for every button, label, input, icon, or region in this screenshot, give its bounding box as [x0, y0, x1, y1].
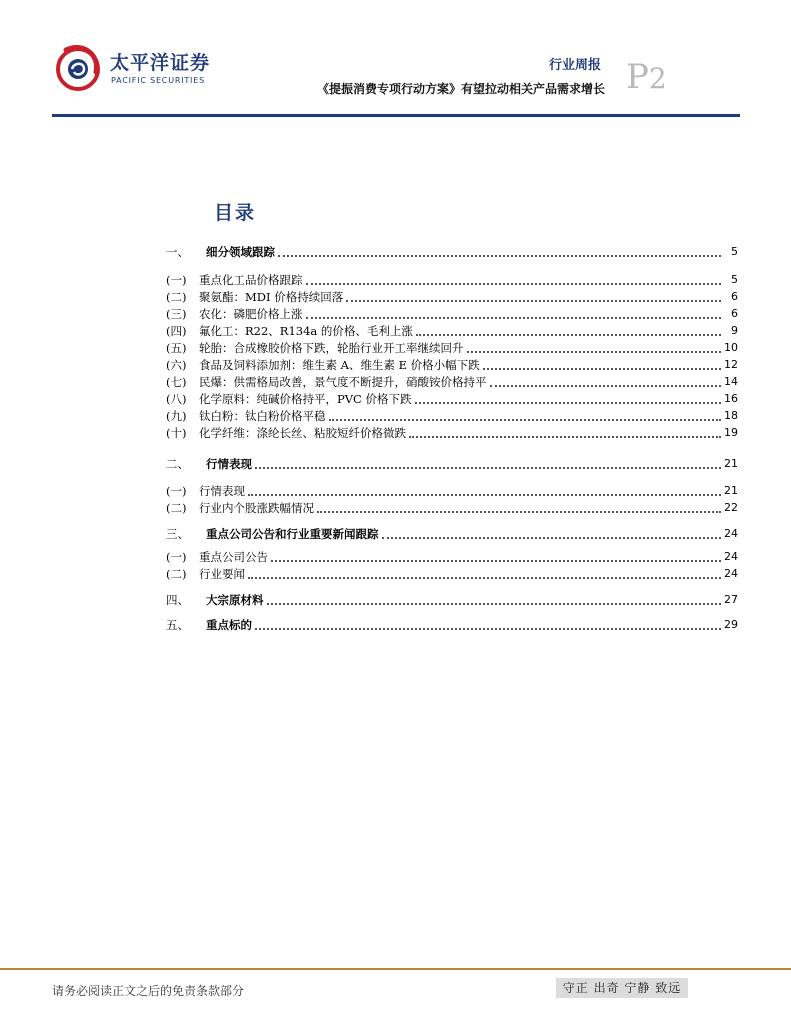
toc-entry-number: 三、 [166, 527, 189, 541]
toc-entry-page: 19 [724, 426, 738, 439]
footer-divider [0, 968, 791, 970]
toc-entry-page: 6 [731, 307, 738, 320]
toc-entry-title: 化学纤维：涤纶长丝、粘胶短纤价格微跌 [199, 426, 406, 440]
toc-entry-number: 四、 [166, 593, 189, 607]
footer-disclaimer: 请务必阅读正文之后的免责条款部分 [52, 984, 245, 998]
toc-entry-title: 行业要闻 [199, 567, 245, 581]
toc-dot-leader [409, 426, 721, 438]
toc-entry-number: 五、 [166, 618, 189, 632]
toc-heading: 目录 [214, 202, 257, 224]
toc-dot-leader [278, 245, 721, 257]
toc-entry[interactable] [166, 549, 738, 565]
toc-dot-leader [467, 341, 722, 353]
toc-entry-page: 5 [731, 245, 738, 258]
footer-motto: 守正 出奇 宁静 致远 [556, 978, 688, 998]
toc-entry-title: 重点公司公告和行业重要新闻跟踪 [206, 527, 379, 541]
company-logo [52, 42, 212, 92]
page-number [626, 57, 667, 97]
toc-entry-title: 钛白粉：钛白粉价格平稳 [199, 409, 326, 423]
toc-entry-page: 21 [724, 484, 738, 497]
toc-entry[interactable] [166, 483, 738, 499]
toc-entry-title: 行情表现 [206, 457, 252, 471]
toc-entry-title: 重点化工品价格跟踪 [199, 273, 303, 287]
toc-entry[interactable] [166, 617, 738, 633]
toc-entry-number: (二) [166, 501, 187, 515]
toc-entry[interactable] [166, 391, 738, 407]
toc-dot-leader [306, 273, 722, 285]
toc-dot-leader [317, 501, 721, 513]
toc-entry-page: 18 [724, 409, 738, 422]
toc-entry[interactable] [166, 408, 738, 424]
toc-entry-title: 大宗原材料 [206, 593, 264, 607]
toc-dot-leader [382, 527, 722, 539]
toc-entry-number: (八) [166, 392, 187, 406]
toc-entry-page: 12 [724, 358, 738, 371]
toc-entry[interactable] [166, 456, 738, 472]
toc-dot-leader [255, 618, 721, 630]
toc-dot-leader [416, 324, 721, 336]
toc-dot-leader [490, 375, 722, 387]
toc-entry-title: 民爆：供需格局改善，景气度不断提升，硝酸铵价格持平 [199, 375, 487, 389]
toc-entry[interactable] [166, 592, 738, 608]
toc-entry-page: 14 [724, 375, 738, 388]
toc-entry[interactable] [166, 323, 738, 339]
toc-dot-leader [267, 593, 722, 605]
toc-entry-page: 5 [731, 273, 738, 286]
toc-entry[interactable] [166, 272, 738, 288]
toc-entry-number: (三) [166, 307, 187, 321]
toc-dot-leader [483, 358, 721, 370]
toc-entry-page: 21 [724, 457, 738, 470]
report-type-label: 行业周报 [548, 58, 601, 73]
page-number-prefix: P [626, 57, 649, 97]
toc-entry[interactable] [166, 306, 738, 322]
toc-entry-number: (七) [166, 375, 187, 389]
toc-entry[interactable] [166, 244, 738, 260]
toc-entry[interactable] [166, 526, 738, 542]
report-title: 《提振消费专项行动方案》有望拉动相关产品需求增长 [316, 82, 605, 96]
toc-entry-title: 食品及饲料添加剂：维生素 A、维生素 E 价格小幅下跌 [199, 358, 480, 372]
toc-entry-number: (二) [166, 290, 187, 304]
toc-entry-title: 氟化工：R22、R134a 的价格、毛利上涨 [199, 324, 413, 338]
logo-english-name: PACIFIC SECURITIES [111, 76, 205, 85]
toc-entry-number: (二) [166, 567, 187, 581]
toc-entry-page: 22 [724, 501, 738, 514]
toc-entry[interactable] [166, 500, 738, 516]
toc-entry-title: 聚氨酯：MDI 价格持续回落 [199, 290, 344, 304]
toc-entry-page: 24 [724, 550, 738, 563]
toc-entry-page: 24 [724, 567, 738, 580]
toc-entry-page: 10 [724, 341, 738, 354]
toc-entry-page: 16 [724, 392, 738, 405]
toc-entry[interactable] [166, 566, 738, 582]
toc-dot-leader [248, 567, 721, 579]
pacific-securities-logo-icon [52, 42, 104, 94]
toc-entry-number: (十) [166, 426, 187, 440]
toc-dot-leader [255, 457, 721, 469]
toc-dot-leader [415, 392, 722, 404]
toc-entry-title: 农化：磷肥价格上涨 [199, 307, 303, 321]
logo-chinese-name: 太平洋证券 [110, 52, 211, 74]
toc-entry-page: 27 [724, 593, 738, 606]
page-number-digit: 2 [648, 62, 667, 95]
toc-dot-leader [248, 484, 721, 496]
toc-entry-page: 9 [731, 324, 738, 337]
toc-entry-number: (一) [166, 484, 187, 498]
toc-entry[interactable] [166, 374, 738, 390]
toc-entry-title: 化学原料：纯碱价格持平，PVC 价格下跌 [199, 392, 412, 406]
toc-entry-number: 二、 [166, 457, 189, 471]
toc-dot-leader [346, 290, 721, 302]
page-header [0, 0, 791, 120]
toc-dot-leader [271, 550, 721, 562]
toc-entry-title: 行业内个股涨跌幅情况 [199, 501, 314, 515]
toc-entry[interactable] [166, 289, 738, 305]
toc-entry-number: (九) [166, 409, 187, 423]
toc-dot-leader [329, 409, 722, 421]
toc-entry-number: (六) [166, 358, 187, 372]
toc-entry[interactable] [166, 340, 738, 356]
toc-entry-title: 细分领域跟踪 [206, 245, 275, 259]
toc-entry-page: 6 [731, 290, 738, 303]
toc-entry-number: (四) [166, 324, 187, 338]
toc-entry-number: (五) [166, 341, 187, 355]
toc-entry-number: 一、 [166, 245, 189, 259]
header-divider [52, 114, 740, 117]
toc-entry-page: 29 [724, 618, 738, 631]
toc-entry-title: 轮胎：合成橡胶价格下跌，轮胎行业开工率继续回升 [199, 341, 464, 355]
toc-entry-number: (一) [166, 550, 187, 564]
toc-entry-number: (一) [166, 273, 187, 287]
toc-entry[interactable] [166, 357, 738, 373]
toc-entry-page: 24 [724, 527, 738, 540]
toc-dot-leader [306, 307, 722, 319]
toc-entry-title: 重点公司公告 [199, 550, 268, 564]
toc-entry[interactable] [166, 425, 738, 441]
toc-entry-title: 重点标的 [206, 618, 252, 632]
toc-entry-title: 行情表现 [199, 484, 245, 498]
